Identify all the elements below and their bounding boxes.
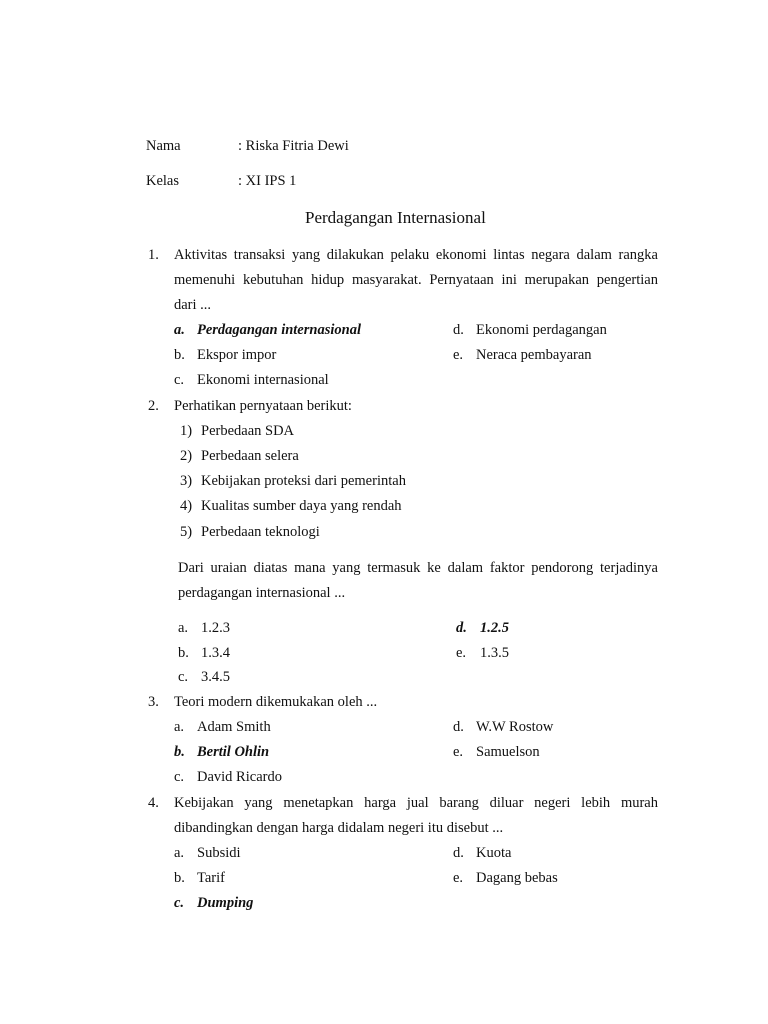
option-text-selected: Bertil Ohlin — [197, 744, 270, 760]
question-text-line: Perhatikan pernyataan berikut: — [174, 398, 352, 414]
question-followup-line: perdagangan internasional ... — [178, 585, 346, 601]
name-value: : Riska Fitria Dewi — [238, 138, 349, 154]
option-letter-selected: c. — [174, 895, 185, 911]
option-text: Ekonomi perdagangan — [476, 322, 607, 338]
statement-text: Perbedaan SDA — [201, 423, 295, 439]
option-text-selected: 1.2.5 — [480, 620, 509, 636]
question-text-line: Aktivitas transaksi yang dilakukan pelaku ekonomi lintas negara dalam rangka — [174, 247, 658, 263]
option-text: Tarif — [197, 870, 225, 886]
option-letter: c. — [174, 769, 185, 785]
statement-number: 2) — [180, 448, 193, 464]
option-letter: b. — [178, 645, 189, 661]
statement-text: Kebijakan proteksi dari pemerintah — [201, 473, 406, 489]
option-letter: e. — [456, 645, 467, 661]
statement-text: Kualitas sumber daya yang rendah — [201, 498, 402, 514]
statement-number: 5) — [180, 524, 193, 540]
option-letter: d. — [453, 719, 464, 735]
question-number: 4. — [148, 795, 159, 811]
option-letter: c. — [178, 669, 189, 685]
option-letter: a. — [174, 845, 185, 861]
option-letter-selected: d. — [456, 620, 467, 636]
statement-text: Perbedaan teknologi — [201, 524, 320, 540]
option-text: W.W Rostow — [476, 719, 554, 735]
statement-number: 4) — [180, 498, 193, 514]
option-text-selected: Dumping — [197, 895, 254, 911]
question-number: 2. — [148, 398, 159, 414]
statement-number: 1) — [180, 423, 193, 439]
question-text-line: dari ... — [174, 297, 212, 313]
option-text: Samuelson — [476, 744, 540, 760]
option-text: Adam Smith — [197, 719, 271, 735]
statement-text: Perbedaan selera — [201, 448, 299, 464]
option-text: Ekspor impor — [197, 347, 277, 363]
option-letter: b. — [174, 347, 185, 363]
option-letter: a. — [174, 719, 185, 735]
option-text: 1.2.3 — [201, 620, 230, 636]
question-number: 3. — [148, 694, 159, 710]
option-text: 3.4.5 — [201, 669, 230, 685]
option-text: Ekonomi internasional — [197, 372, 329, 388]
option-letter: e. — [453, 744, 464, 760]
option-letter: e. — [453, 870, 464, 886]
option-letter: d. — [453, 845, 464, 861]
option-text: 1.3.4 — [201, 645, 230, 661]
option-text: Kuota — [476, 845, 512, 861]
class-value: : XI IPS 1 — [238, 173, 297, 189]
option-letter: c. — [174, 372, 185, 388]
option-text: David Ricardo — [197, 769, 282, 785]
question-text-line: Kebijakan yang menetapkan harga jual barang diluar negeri lebih murah — [174, 795, 658, 811]
option-text: Dagang bebas — [476, 870, 558, 886]
question-text-line: memenuhi kebutuhan hidup masyarakat. Pernyataan ini merupakan pengertian — [174, 272, 658, 288]
option-letter: e. — [453, 347, 464, 363]
option-text: 1.3.5 — [480, 645, 509, 661]
name-label: Nama — [146, 138, 181, 154]
option-letter-selected: a. — [174, 322, 185, 338]
question-number: 1. — [148, 247, 159, 263]
question-text-line: Teori modern dikemukakan oleh ... — [174, 694, 378, 710]
option-letter: b. — [174, 870, 185, 886]
option-letter: a. — [178, 620, 189, 636]
option-text: Neraca pembayaran — [476, 347, 592, 363]
class-label: Kelas — [146, 173, 180, 189]
option-letter-selected: b. — [174, 744, 185, 760]
question-followup-line: Dari uraian diatas mana yang termasuk ke dalam faktor pendorong terjadinya — [178, 560, 658, 576]
statement-number: 3) — [180, 473, 193, 489]
page-title: Perdagangan Internasional — [305, 208, 486, 227]
option-text-selected: Perdagangan internasional — [197, 322, 361, 338]
option-letter: d. — [453, 322, 464, 338]
question-text-line: dibandingkan dengan harga didalam negeri itu disebut ... — [174, 820, 504, 836]
option-text: Subsidi — [197, 845, 241, 861]
